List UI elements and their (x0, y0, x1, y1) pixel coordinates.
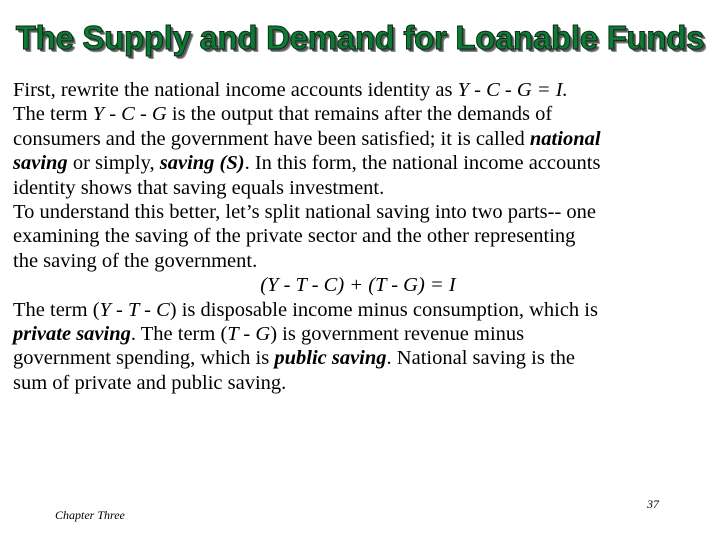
text-line (13, 127, 713, 151)
text-line (13, 151, 713, 175)
math-expression: Y - T - C (99, 298, 170, 321)
emphasized-term: national (529, 127, 601, 150)
emphasized-term: saving (13, 152, 68, 175)
math-expression: Y - C - G (92, 103, 167, 126)
text-line (13, 176, 713, 200)
slide-body (13, 78, 713, 395)
text-line (13, 371, 713, 395)
text-segment: sum of private and public saving. (13, 371, 287, 394)
text-segment: the saving of the government. (13, 249, 258, 272)
footer-chapter: Chapter Three (55, 508, 125, 522)
emphasized-term: private saving (13, 323, 131, 346)
text-segment: consumers and the government have been satisfied; it is called (13, 127, 530, 150)
text-line (13, 298, 713, 322)
text-segment: . In this form, the national income accounts (244, 152, 601, 175)
text-line (13, 249, 713, 273)
text-line (13, 102, 713, 126)
text-line (13, 200, 713, 224)
math-expression: Y - C - G = I. (457, 79, 568, 101)
math-expression: (Y - T - C) + (T - G) = I (260, 274, 456, 297)
text-segment: First, rewrite the national income accounts identity as (13, 79, 458, 101)
equation-line (13, 273, 713, 297)
text-segment: ) is government revenue minus (270, 323, 525, 346)
text-segment: is the output that remains after the demands of (166, 103, 553, 126)
text-segment: ) is disposable income minus consumption, which is (169, 298, 598, 321)
slide-title: The Supply and Demand for Loanable Funds (15, 19, 705, 56)
text-segment: To understand this better, let’s split national saving into two parts-- one (13, 201, 597, 224)
text-segment: The term ( (13, 298, 100, 321)
text-segment: identity shows that saving equals investment. (13, 176, 385, 199)
emphasized-term: public saving (274, 347, 387, 370)
math-expression: T - G (227, 323, 271, 346)
text-segment: . The term ( (130, 323, 228, 346)
text-segment: government spending, which is (13, 347, 275, 370)
text-segment: or simply, (67, 152, 160, 175)
page-number: 37 (647, 497, 659, 511)
text-segment: The term (13, 103, 93, 126)
text-line (13, 224, 713, 248)
text-line (13, 346, 713, 370)
text-line (13, 322, 713, 346)
slide-title-container (0, 14, 720, 66)
text-line (13, 78, 713, 102)
emphasized-term: saving (S) (159, 152, 245, 175)
text-segment: . National saving is the (386, 347, 576, 370)
text-segment: examining the saving of the private sector and the other representing (13, 225, 576, 248)
